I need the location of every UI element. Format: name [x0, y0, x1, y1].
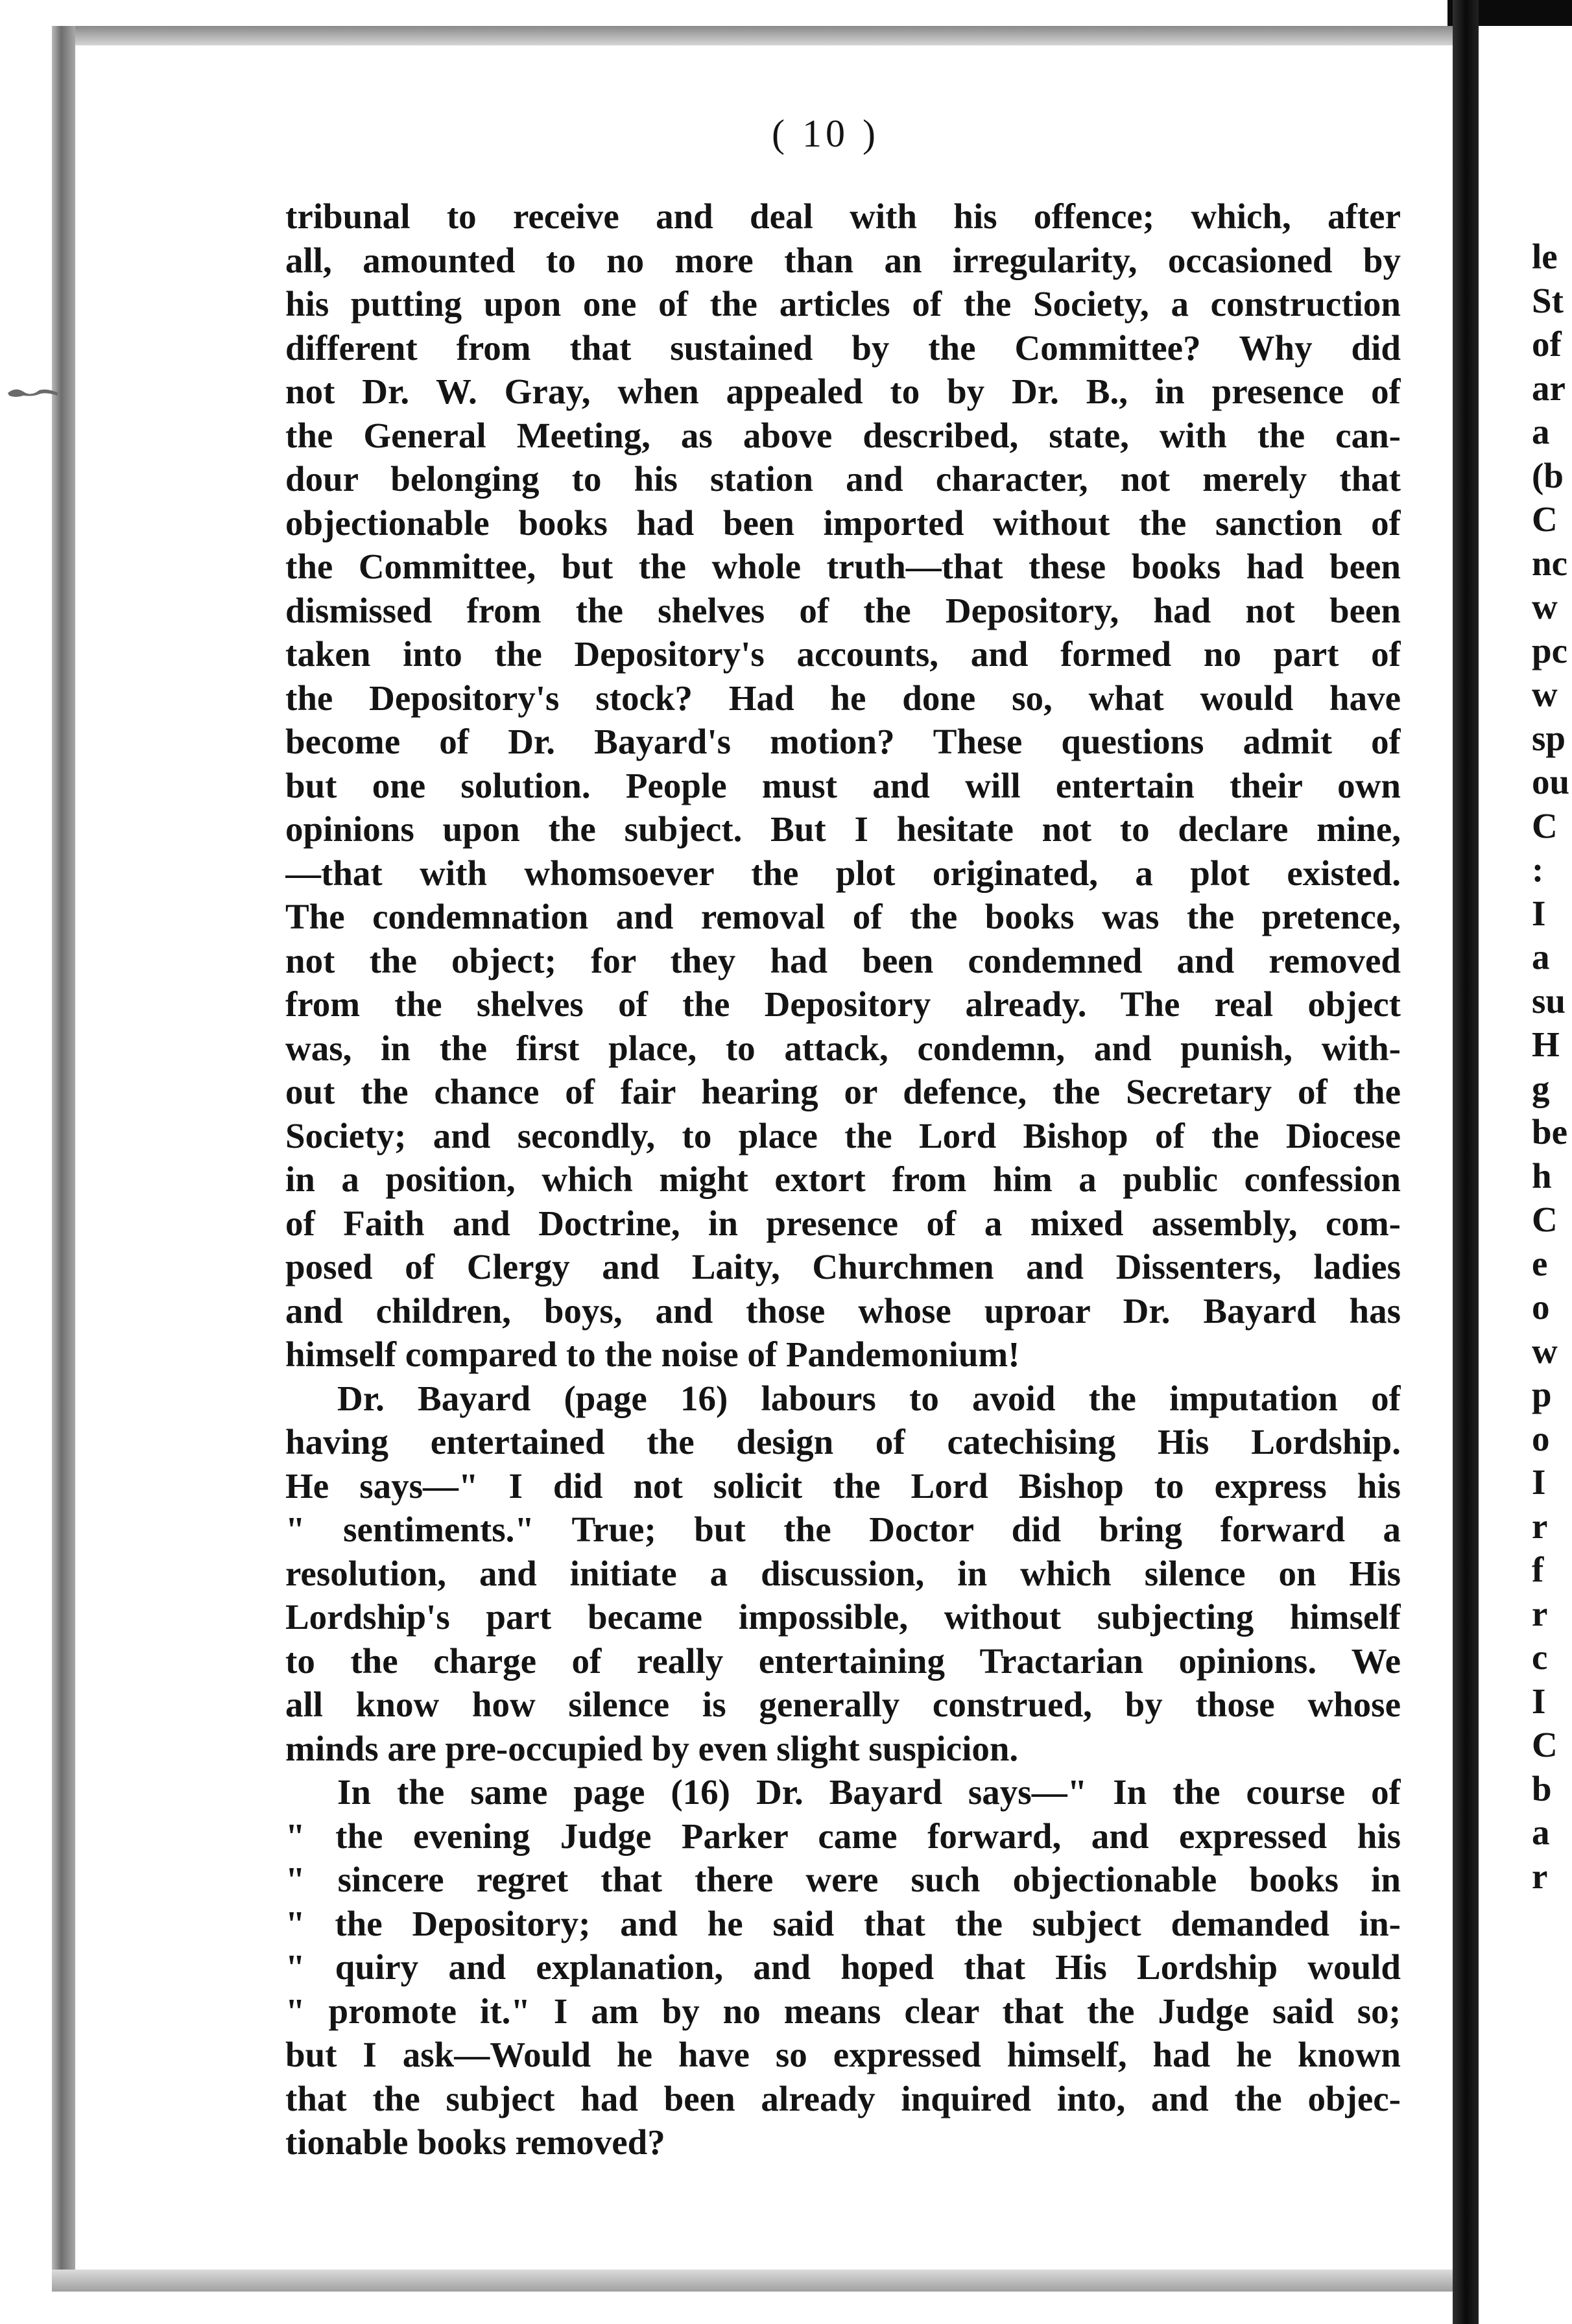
text-line: " the evening Judge Parker came forward, and expressed his — [285, 1816, 1401, 1856]
text-line: minds are pre-occupied by even slight suspicion. — [285, 1728, 1019, 1768]
fragment-line: I — [1532, 1681, 1546, 1721]
paragraph — [285, 1377, 1401, 1771]
fragment-line: f — [1532, 1550, 1544, 1589]
text-line: out the chance of fair hearing or defence, the Secretary of the — [285, 1072, 1401, 1111]
text-line: the Committee, but the whole truth—that these books had been — [285, 547, 1401, 586]
text-line: The condemnation and removal of the books was the pretence, — [285, 897, 1401, 936]
paragraph — [285, 195, 1401, 1377]
text-line: tionable books removed? — [285, 2122, 665, 2162]
fragment-line: r — [1532, 1856, 1548, 1896]
body-text — [285, 195, 1401, 2164]
fragment-line: nc — [1532, 543, 1567, 583]
text-line: was, in the first place, to attack, condemn, and punish, with- — [285, 1028, 1401, 1068]
fragment-line: I — [1532, 1462, 1546, 1502]
fragment-line: r — [1532, 1506, 1548, 1546]
text-line: Dr. Bayard (page 16) labours to avoid the imputation of — [337, 1378, 1401, 1418]
margin-smudge-icon — [6, 384, 61, 399]
fragment-line: o — [1532, 1418, 1550, 1458]
fragment-line: b — [1532, 1768, 1552, 1808]
fragment-line: w — [1532, 674, 1558, 714]
text-line: to the charge of really entertaining Tractarian opinions. We — [285, 1641, 1401, 1681]
fragment-line: (b — [1532, 455, 1564, 495]
fragment-line: a — [1532, 937, 1550, 977]
text-line: dour belonging to his station and character, not merely that — [285, 459, 1401, 499]
fragment-line: of — [1532, 324, 1562, 364]
fragment-line: H — [1532, 1025, 1560, 1064]
fragment-line: w — [1532, 587, 1558, 626]
text-line: " sentiments." True; but the Doctor did bring forward a — [285, 1510, 1401, 1549]
text-line: but I ask—Would he have so expressed himself, had he known — [285, 2035, 1401, 2074]
text-line: from the shelves of the Depository already. The real object — [285, 984, 1401, 1024]
fragment-line: C — [1532, 499, 1558, 539]
text-line: " sincere regret that there were such objectionable books in — [285, 1860, 1401, 1899]
text-line: not Dr. W. Gray, when appealed to by Dr. B., in presence of — [285, 372, 1401, 411]
fragment-line: ar — [1532, 368, 1566, 408]
text-line: all know how silence is generally construed, by those whose — [285, 1685, 1401, 1724]
text-line: " the Depository; and he said that the subject demanded in- — [285, 1903, 1401, 1943]
text-line: " promote it." I am by no means clear that the Judge said so; — [285, 1991, 1401, 2031]
text-line: the General Meeting, as above described, state, with the can- — [285, 415, 1401, 455]
fragment-line: St — [1532, 280, 1564, 320]
fragment-line: w — [1532, 1331, 1558, 1371]
fragment-line: le — [1532, 237, 1558, 276]
fragment-line: C — [1532, 1200, 1558, 1239]
text-line: all, amounted to no more than an irregularity, occasioned by — [285, 240, 1401, 280]
paragraph — [285, 1770, 1401, 2164]
text-line: posed of Clergy and Laity, Churchmen and Dissenters, ladies — [285, 1247, 1401, 1286]
fragment-line: I — [1532, 893, 1546, 933]
text-line: that the subject had been already inquired into, and the objec- — [285, 2078, 1401, 2118]
text-line: dismissed from the shelves of the Depository, had not been — [285, 590, 1401, 630]
fragment-line: : — [1532, 849, 1544, 889]
text-line: become of Dr. Bayard's motion? These questions admit of — [285, 722, 1401, 761]
text-line: —that with whomsoever the plot originated, a plot existed. — [285, 853, 1401, 893]
fragment-line: sp — [1532, 718, 1566, 758]
fragment-line: p — [1532, 1375, 1552, 1414]
fragment-line: g — [1532, 1068, 1550, 1108]
fragment-line: r — [1532, 1593, 1548, 1633]
text-line: not the object; for they had been condemned and removed — [285, 940, 1401, 980]
fragment-line: a — [1532, 1812, 1550, 1852]
fragment-line: C — [1532, 1725, 1558, 1764]
fragment-line: be — [1532, 1112, 1567, 1152]
page-edge-top — [52, 26, 1453, 45]
text-line: Society; and secondly, to place the Lord Bishop of the Diocese — [285, 1115, 1401, 1156]
text-line: " quiry and explanation, and hoped that His Lordship would — [285, 1947, 1401, 1987]
text-line: tribunal to receive and deal with his offence; which, after — [285, 196, 1401, 236]
text-line: having entertained the design of catechising His Lordship. — [285, 1422, 1401, 1462]
text-line: different from that sustained by the Committee? Why did — [285, 327, 1401, 368]
fragment-line: o — [1532, 1287, 1550, 1327]
text-line: He says—" I did not solicit the Lord Bishop to express his — [285, 1465, 1401, 1506]
text-line: and children, boys, and those whose uproar Dr. Bayard has — [285, 1290, 1401, 1331]
text-line: resolution, and initiate a discussion, in which silence on His — [285, 1553, 1401, 1593]
fragment-line: e — [1532, 1243, 1548, 1283]
text-line: taken into the Depository's accounts, and formed no part of — [285, 634, 1401, 674]
book-gutter — [1453, 0, 1479, 2324]
fragment-line: h — [1532, 1156, 1552, 1196]
fragment-line: pc — [1532, 630, 1567, 670]
next-page-fragments — [1532, 235, 1569, 1898]
page-edge-left — [52, 26, 75, 2289]
text-line: in a position, which might extort from him a public confession — [285, 1159, 1401, 1199]
page-edge-bottom — [52, 2270, 1453, 2292]
text-line: objectionable books had been imported without the sanction of — [285, 503, 1401, 543]
page-number: ( 10 ) — [772, 112, 879, 155]
text-line: of Faith and Doctrine, in presence of a mixed assembly, com- — [285, 1203, 1401, 1243]
text-line: but one solution. People must and will entertain their own — [285, 765, 1401, 805]
text-line: himself compared to the noise of Pandemonium! — [285, 1334, 1020, 1374]
text-line: Lordship's part became impossible, without subjecting himself — [285, 1597, 1401, 1637]
fragment-line: a — [1532, 412, 1550, 451]
fragment-line: su — [1532, 980, 1566, 1021]
text-line: his putting upon one of the articles of the Society, a construction — [285, 284, 1401, 324]
text-line: In the same page (16) Dr. Bayard says—" In the course of — [337, 1772, 1401, 1812]
fragment-line: c — [1532, 1637, 1548, 1677]
fragment-line: ou — [1532, 762, 1570, 801]
text-line: the Depository's stock? Had he done so, what would have — [285, 678, 1401, 718]
fragment-line: C — [1532, 805, 1558, 846]
text-line: opinions upon the subject. But I hesitate not to declare mine, — [285, 809, 1401, 849]
